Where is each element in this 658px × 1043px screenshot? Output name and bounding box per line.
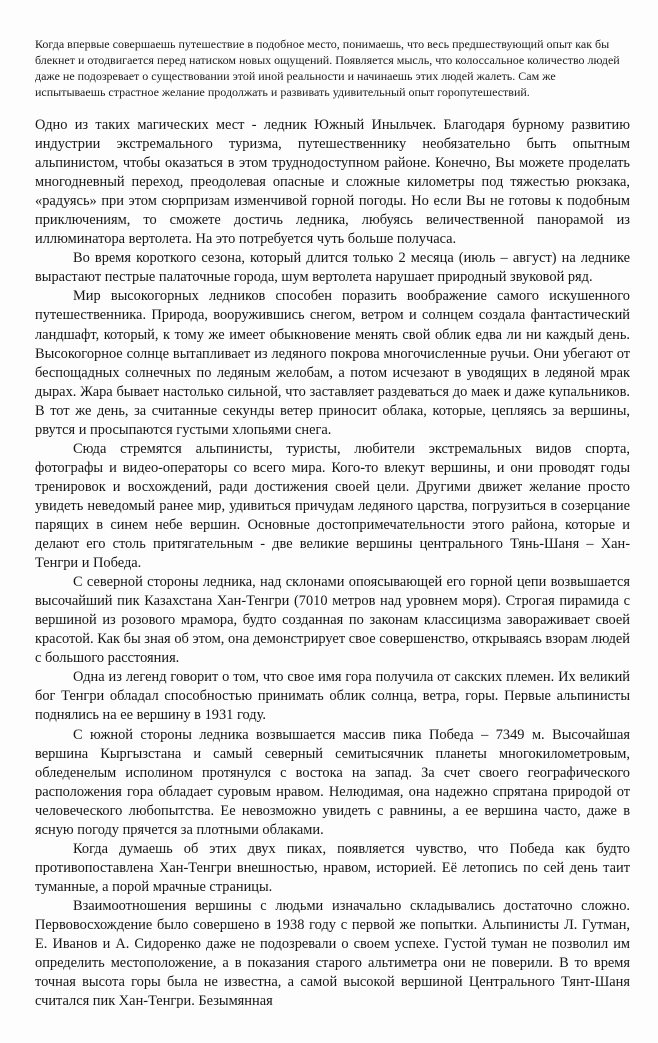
paragraph-1: Одно из таких магических мест - ледник Южный Иныльчек. Благодаря бурному развитию индустрии экстремального туризма, путешественнику необязательно быть опытным альпинистом, чтобы оказаться в этом труднодоступном районе. Конечно, Вы можете проделать многодневный переход, преодолевая опасные и сложные километры под тяжестью рюкзака, «радуясь» при этом сюрпризам изменчивой горной погоды. Но если Вы не готовы к подобным приключениям, то сможете достичь ледника, любуясь величественной панорамой из иллюминатора вертолета. На это потребуется чуть больше получаса. [35, 117, 630, 248]
paragraph-2: Во время короткого сезона, который длится только 2 месяца (июль – август) на леднике вырастают пестрые палаточные города, шум вертолета нарушает природный звуковой ряд. [35, 250, 630, 286]
paragraph-8: Когда думаешь об этих двух пиках, появляется чувство, что Победа как будто противопоставлена Хан-Тенгри внешностью, нравом, историей. Её летопись по сей день таит туманные, а порой мрачные страницы. [35, 840, 630, 895]
paragraph-3: Мир высокогорных ледников способен поразить воображение самого искушенного путешественника. Природа, вооружившись снегом, ветром и солнцем создала фантастический ландшафт, который, к тому же имеет обыкновение менять свой облик едва ли ни каждый день. Высокогорное солнце вытапливает из ледяного покрова многочисленные ручьи. Они убегают от беспощадных солнечных по ледяным желобам, а потом исчезают в уводящих в ледяной мрак дырах. Жара бывает настолько сильной, что заставляет раздеваться до маек и даже купальников. В тот же день, за считанные секунды ветер приносит облака, которые, цепляясь за вершины, рвутся и просыпаются густыми хлопьями снега. [35, 288, 630, 438]
paragraph-4: Сюда стремятся альпинисты, туристы, любители экстремальных видов спорта, фотографы и видео-операторы со всего мира. Кого-то влекут вершины, и они проводят годы тренировок и восхождений, ради достижения своей цели. Другими движет желание просто увидеть неведомый ранее мир, удивиться причудам ледяного царства, погрузиться в созерцание парящих в синем небе вершин. Основные достопримечательности этого района, которые и делают его столь притягательным - две великие вершины центрального Тянь-Шаня – Хан-Тенгри и Победа. [35, 440, 630, 572]
paragraph-7: С южной стороны ледника возвышается массив пика Победа – 7349 м. Высочайшая вершина Кыргызстана и самый северный семитысячник планеты многокилометровым, обледенелым исполином протянулся с востока на запад. За счет своего географического расположения гора обладает суровым нравом. Нелюдимая, она надежно спрятана природой от человеческого любопытства. Ее невозможно увидеть с равнины, а ее вершина часто, даже в ясную погоду прячется за плотными облаками. [35, 726, 630, 838]
intro-paragraph: Когда впервые совершаешь путешествие в подобное место, понимаешь, что весь предшествующий опыт как бы блекнет и отодвигается перед натиском новых ощущений. Появляется мысль, что колоссальное количество людей даже не подозревает о существовании этой иной реальности и начинаешь этих людей жалеть. Сам же испытываешь страстное желание продолжать и развивать удивительный опыт горопутешествий. [35, 37, 620, 99]
paragraph-5: С северной стороны ледника, над склонами опоясывающей его горной цепи возвышается высочайший пик Казахстана Хан-Тенгри (7010 метров над уровнем моря). Строгая пирамида с вершиной из розового мрамора, будто созданная по законам классицизма завораживает своей красотой. Как бы зная об этом, она демонстрирует свое совершенство, открываясь взорам людей с большого расстояния. [35, 574, 630, 667]
paragraph-6: Одна из легенд говорит о том, что свое имя гора получила от сакских племен. Их великий бог Тенгри обладал способностью принимать облик солнца, ветра, горы. Первые альпинисты поднялись на ее вершину в 1931 году. [35, 669, 630, 724]
article-body [35, 116, 630, 1011]
paragraph-9: Взаимоотношения вершины с людьми изначально складывались достаточно сложно. Первовосхождение было совершено в 1938 году с первой же попытки. Альпинисты Л. Гутман, Е. Иванов и А. Сидоренко даже не подозревали о своем успехе. Густой туман не позволил им определить местоположение, а в показания старого альтиметра они не поверили. В то время точная высота горы была не известна, а самой высокой вершиной Центрального Тянт-Шаня считался пик Хан-Тенгри. Безымянная [35, 897, 630, 1010]
